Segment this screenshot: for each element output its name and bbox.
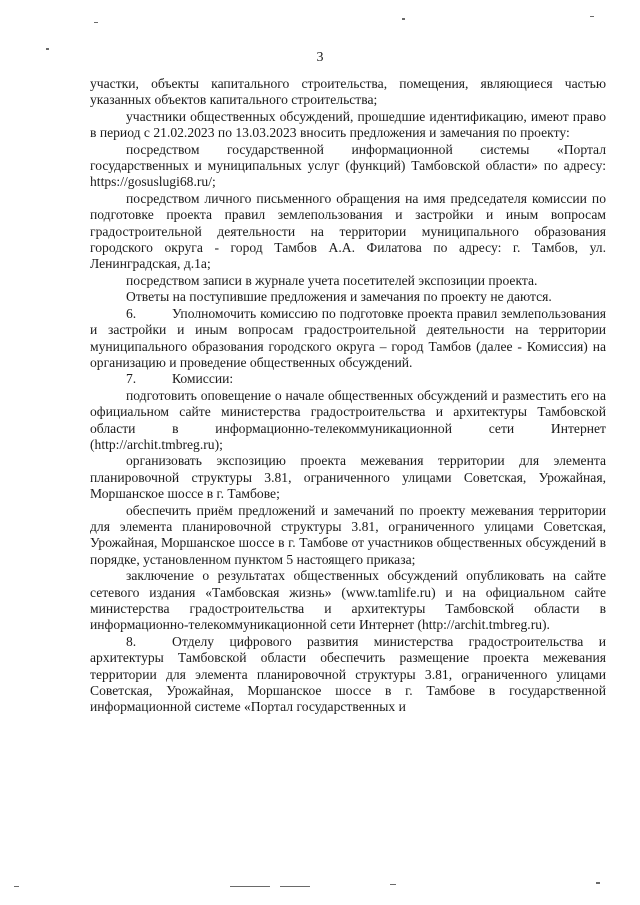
paragraph-text: организовать экспозицию проекта межевания территории для элемента планировочной структуры 3.81, ограниченного улицами Советская, Урожайная, Моршанское шоссе в г. Тамбове; xyxy=(90,453,606,502)
paragraph-text: посредством государственной информационной системы «Портал государственных и муниципальных услуг (функций) Тамбовской области» по адресу: https://gosuslugi68.ru/; xyxy=(90,141,606,190)
paragraph-number: 6. xyxy=(126,305,137,321)
paragraph-text: заключение о результатах общественных обсуждений опубликовать на сайте сетевого издания «Тамбовская жизнь» (www.tamlife.ru) и на официальном сайте министерства градостроительства и архитектуры Тамбовской области в информационно-телекоммуникационной сети Интернет (http://archit.tmbreg.ru). xyxy=(90,568,606,633)
paragraph xyxy=(90,76,606,109)
scan-speck xyxy=(596,882,600,884)
scan-speck xyxy=(14,886,19,887)
paragraph xyxy=(90,289,606,305)
scan-speck xyxy=(230,886,270,887)
paragraph xyxy=(90,273,606,289)
paragraph xyxy=(90,503,606,569)
scan-speck xyxy=(390,884,396,885)
numbered-paragraph xyxy=(90,634,606,716)
paragraph-text: Комиссии: xyxy=(172,371,234,387)
scan-speck xyxy=(46,48,49,50)
paragraph xyxy=(90,453,606,502)
paragraph-number: 7. xyxy=(126,371,137,387)
paragraph-text: посредством записи в журнале учета посетителей экспозиции проекта. xyxy=(126,272,538,288)
scan-speck xyxy=(94,22,98,23)
paragraph-text: Уполномочить комиссию по подготовке проекта правил землепользования и застройки и иным вопросам градостроительной деятельности на территории муниципального образования городского округа – город Тамбов (далее - Комиссия) на организацию и проведение общественных обсуждений. xyxy=(90,305,606,370)
page-number: 3 xyxy=(316,50,324,65)
paragraph-text: обеспечить приём предложений и замечаний по проекту межевания территории для элемента планировочной структуры 3.81, ограниченного улицами Советская, Урожайная, Моршанское шоссе в г. Тамбове от участников общественных обсуждений в порядке, установленном пунктом 5 настоящего приказа; xyxy=(90,502,606,567)
scan-speck xyxy=(280,886,310,887)
document-body xyxy=(90,76,606,716)
numbered-paragraph xyxy=(90,306,606,372)
paragraph xyxy=(90,191,606,273)
paragraph-text: участники общественных обсуждений, прошедшие идентификацию, имеют право в период с 21.02.2023 по 13.03.2023 вносить предложения и замечания по проекту: xyxy=(90,108,606,141)
scan-speck xyxy=(402,18,405,20)
scan-speck xyxy=(590,16,594,17)
paragraph-text: участки, объекты капитального строительства, помещения, являющиеся частью указанных объектов капитального строительства; xyxy=(90,76,606,108)
paragraph xyxy=(90,109,606,142)
paragraph-number: 8. xyxy=(126,633,137,649)
paragraph-text: посредством личного письменного обращения на имя председателя комиссии по подготовке проекта правил землепользования и застройки и иным вопросам градостроительной деятельности на территории муниципального образования городского округа - город Тамбов А.А. Филатова по адресу: г. Тамбов, ул. Ленинградская, д.1а; xyxy=(90,190,606,272)
paragraph xyxy=(90,142,606,191)
numbered-paragraph xyxy=(90,371,606,387)
paragraph-text: подготовить оповещение о начале общественных обсуждений и разместить его на официальном сайте министерства градостроительства и архитектуры Тамбовской области в информационно-телекоммуникационной сети Интернет (http://archit.tmbreg.ru); xyxy=(90,387,606,452)
paragraph-text: Ответы на поступившие предложения и замечания по проекту не даются. xyxy=(126,289,552,305)
paragraph xyxy=(90,568,606,634)
paragraph xyxy=(90,388,606,454)
paragraph-text: Отделу цифрового развития министерства градостроительства и архитектуры Тамбовской области обеспечить размещение проекта межевания территории для элемента планировочной структуры 3.81, ограниченного улицами Советская, Урожайная, Моршанское шоссе в г. Тамбове в государственной информационной системе «Портал государственных и xyxy=(90,633,606,715)
